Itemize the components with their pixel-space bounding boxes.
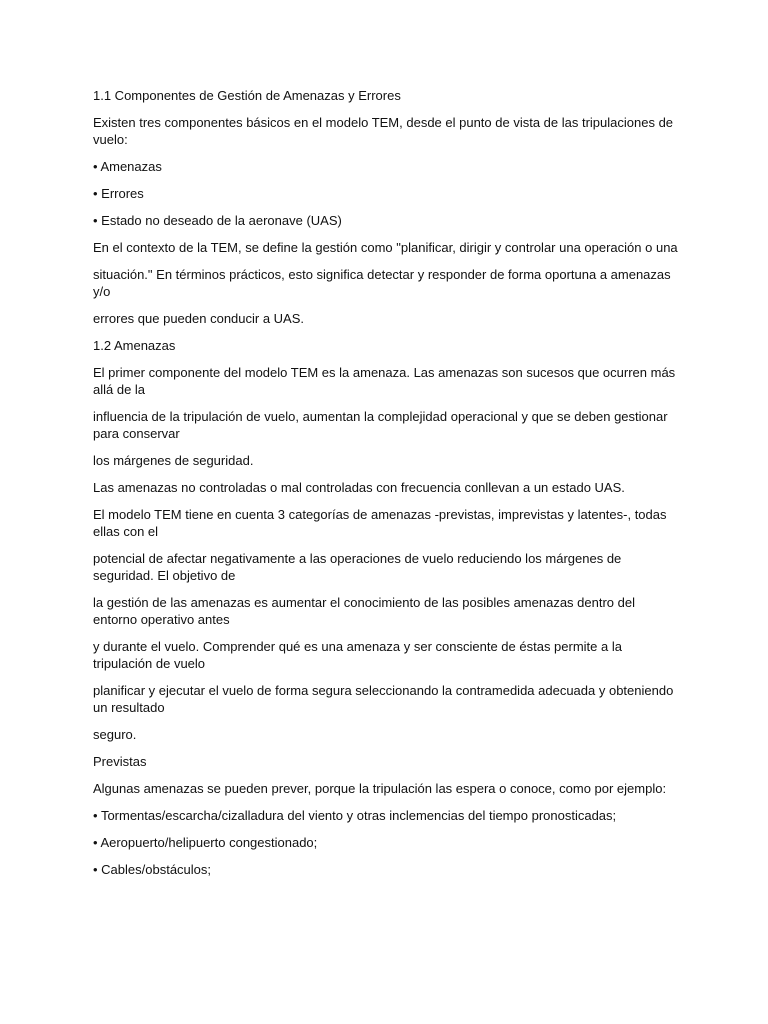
paragraph: Las amenazas no controladas o mal controladas con frecuencia conllevan a un estado UAS. <box>93 480 625 495</box>
bullet-item-tormentas: • Tormentas/escarcha/cizalladura del viento y otras inclemencias del tiempo pronosticadas; <box>93 807 678 824</box>
paragraph: y durante el vuelo. Comprender qué es una amenaza y ser consciente de éstas permite a la tripulación de vuelo <box>93 639 622 671</box>
paragraph: El modelo TEM tiene en cuenta 3 categorías de amenazas -previstas, imprevistas y latentes-, todas ellas con el <box>93 507 667 539</box>
subheading-previstas: Previstas <box>93 754 147 769</box>
document-body <box>93 87 678 888</box>
paragraph: los márgenes de seguridad. <box>93 453 254 468</box>
paragraph: la gestión de las amenazas es aumentar el conocimiento de las posibles amenazas dentro del entorno operativo antes <box>93 595 635 627</box>
paragraph: Existen tres componentes básicos en el modelo TEM, desde el punto de vista de las tripulaciones de vuelo: <box>93 115 674 147</box>
section-heading-1-1: 1.1 Componentes de Gestión de Amenazas y Errores <box>93 88 401 103</box>
paragraph: seguro. <box>93 727 137 742</box>
paragraph: errores que pueden conducir a UAS. <box>93 311 305 326</box>
paragraph: potencial de afectar negativamente a las operaciones de vuelo reduciendo los márgenes de seguridad. El objetivo de <box>93 551 622 583</box>
bullet-item-cables: • Cables/obstáculos; <box>93 861 678 878</box>
section-heading-1-2: 1.2 Amenazas <box>93 338 176 353</box>
paragraph: Algunas amenazas se pueden prever, porque la tripulación las espera o conoce, como por ejemplo: <box>93 781 667 796</box>
bullet-item-errores: • Errores <box>93 185 678 202</box>
paragraph: El primer componente del modelo TEM es la amenaza. Las amenazas son sucesos que ocurren más allá de la <box>93 365 676 397</box>
bullet-item-uas: • Estado no deseado de la aeronave (UAS) <box>93 212 678 229</box>
paragraph: planificar y ejecutar el vuelo de forma segura seleccionando la contramedida adecuada y obteniendo un resultado <box>93 683 674 715</box>
paragraph: influencia de la tripulación de vuelo, aumentan la complejidad operacional y que se deben gestionar para conservar <box>93 409 668 441</box>
bullet-item-aeropuerto: • Aeropuerto/helipuerto congestionado; <box>93 834 678 851</box>
bullet-item-amenazas: • Amenazas <box>93 158 678 175</box>
paragraph: En el contexto de la TEM, se define la gestión como "planificar, dirigir y controlar una operación o una <box>93 240 678 255</box>
paragraph: situación." En términos prácticos, esto significa detectar y responder de forma oportuna a amenazas y/o <box>93 267 671 299</box>
